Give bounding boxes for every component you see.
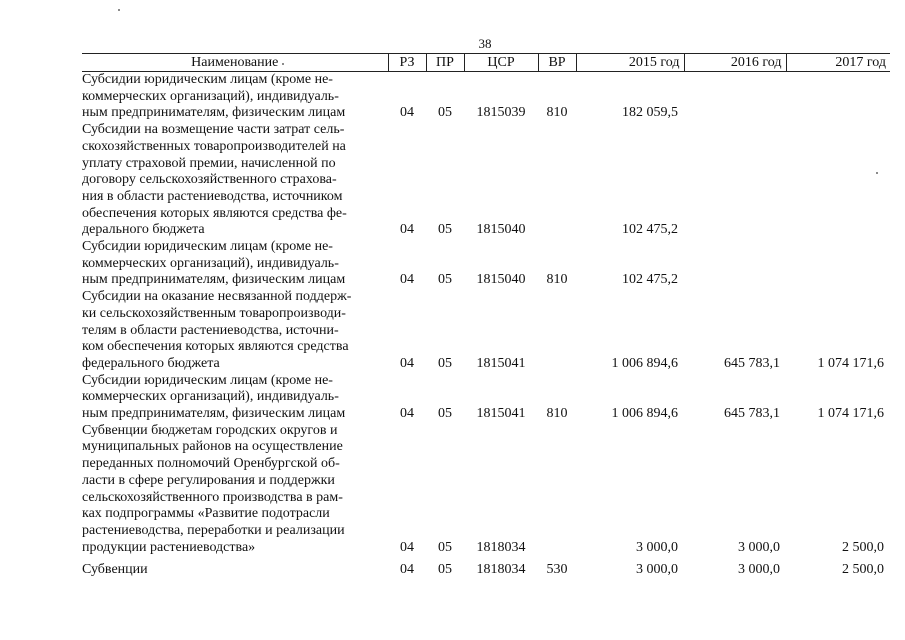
cell-y2016 [684,122,786,239]
row-name-line: ком обеспечения которых являются средства [82,339,349,355]
cell-y2017 [786,72,890,123]
cell-rz: 04 [400,406,414,422]
cell-y2017: 1 074 171,6 [817,406,884,422]
row-name-line: Субсидии юридическим лицам (кроме не- [82,72,333,87]
row-name-line: Субсидии на возмещение части затрат сель- [82,122,345,138]
cell-csr: 1815041 [476,406,526,422]
row-name-line: переданных полномочий Оренбургской об- [82,456,340,472]
cell-rz: 04 [400,539,414,555]
cell-pr: 05 [438,562,452,578]
page-number: 38 [478,36,492,51]
row-name [82,373,388,423]
cell-y2016: 645 783,1 [724,355,780,371]
cell-y2016: 645 783,1 [724,406,780,422]
row-name-line: коммерческих организаций), индивидуаль- [82,88,339,104]
cell-vr: 530 [546,562,568,578]
cell-csr: 1818034 [476,539,526,555]
row-name-line: ласти в сфере регулирования и поддержки [82,472,335,488]
header-2017: 2017 год [786,54,890,72]
row-name-line: ния в области растениеводства, источником [82,188,343,204]
cell-y2017 [786,239,890,289]
scan-speck [282,63,284,65]
cell-y2015: 102 475,2 [622,222,678,238]
cell-csr: 1818034 [476,562,526,578]
row-name-line: ным предпринимателям, физическим лицам [82,272,346,288]
cell-vr [538,289,576,373]
row-name-line: дерального бюджета [82,222,205,238]
cell-rz: 04 [400,562,414,578]
cell-rz: 04 [400,105,414,121]
row-name [82,423,388,557]
cell-rz: 04 [400,222,414,238]
table-row [82,72,890,123]
row-name-line: скохозяйственных товаропроизводителей на [82,138,346,154]
cell-pr: 05 [438,406,452,422]
row-name [82,562,388,579]
row-name-line: коммерческих организаций), индивидуаль- [82,389,339,405]
cell-y2016: 3 000,0 [738,562,780,578]
scan-speck [118,9,120,11]
cell-csr: 1815039 [476,105,526,121]
header-vr: ВР [538,54,576,72]
cell-vr [538,122,576,239]
row-name-line: Субвенции бюджетам городских округов и [82,422,338,438]
cell-rz: 04 [400,272,414,288]
row-name-line: ным предпринимателям, физическим лицам [82,406,346,422]
row-name-line: Субсидии юридическим лицам (кроме не- [82,372,333,388]
header-name: Наименование [82,54,388,72]
row-name-line: растениеводства, переработки и реализации [82,522,345,538]
cell-y2017: 1 074 171,6 [817,355,884,371]
row-name-line: ным предпринимателям, физическим лицам [82,105,346,121]
header-csr: ЦСР [464,54,538,72]
row-name-line: федерального бюджета [82,355,220,371]
cell-csr: 1815040 [476,272,526,288]
cell-y2015: 1 006 894,6 [611,406,678,422]
row-name [82,122,388,239]
row-name [82,72,388,123]
cell-pr: 05 [438,272,452,288]
cell-vr [538,423,576,557]
table-row [82,122,890,239]
cell-y2015: 3 000,0 [636,562,678,578]
table-row [82,423,890,557]
row-name-line: договору сельскохозяйственного страхова- [82,172,337,188]
cell-pr: 05 [438,222,452,238]
header-pr: ПР [426,54,464,72]
row-name-line: Субсидии на оказание несвязанной поддерж- [82,289,352,305]
cell-y2015: 182 059,5 [622,105,678,121]
cell-y2017 [786,122,890,239]
header-rz: РЗ [388,54,426,72]
cell-vr: 810 [546,406,568,422]
cell-rz: 04 [400,355,414,371]
header-row [82,54,890,72]
cell-pr: 05 [438,355,452,371]
cell-y2015: 1 006 894,6 [611,355,678,371]
header-2015: 2015 год [576,54,684,72]
row-name [82,239,388,289]
cell-csr: 1815041 [476,355,526,371]
cell-vr: 810 [546,272,568,288]
row-name-line: продукции растениеводства» [82,539,256,555]
scan-speck [876,172,878,174]
row-name-line: Субвенции [82,562,148,578]
row-name-line: сельскохозяйственного производства в рам- [82,489,343,505]
table-row [82,289,890,373]
table-row [82,562,890,579]
row-name-line: коммерческих организаций), индивидуаль- [82,255,339,271]
cell-y2017: 2 500,0 [842,562,884,578]
row-name-line: уплату страховой премии, начисленной по [82,155,336,171]
cell-y2016 [684,239,786,289]
header-2016: 2016 год [684,54,786,72]
cell-y2015: 102 475,2 [622,272,678,288]
cell-y2015: 3 000,0 [636,539,678,555]
row-name-line: ках подпрограммы «Развитие подотрасли [82,506,330,522]
cell-y2017: 2 500,0 [842,539,884,555]
row-name-line: Субсидии юридическим лицам (кроме не- [82,239,333,255]
row-name-line: обеспечения которых являются средства фе- [82,205,347,221]
table-row [82,373,890,423]
cell-y2016: 3 000,0 [738,539,780,555]
cell-y2016 [684,72,786,123]
row-name [82,289,388,373]
cell-vr: 810 [546,105,568,121]
cell-pr: 05 [438,539,452,555]
cell-csr: 1815040 [476,222,526,238]
budget-table [82,53,890,579]
row-name-line: муниципальных районов на осуществление [82,439,343,455]
cell-pr: 05 [438,105,452,121]
row-name-line: телям в области растениеводства, источни- [82,322,339,338]
row-name-line: ки сельскохозяйственным товаропроизводи- [82,305,346,321]
table-row [82,239,890,289]
